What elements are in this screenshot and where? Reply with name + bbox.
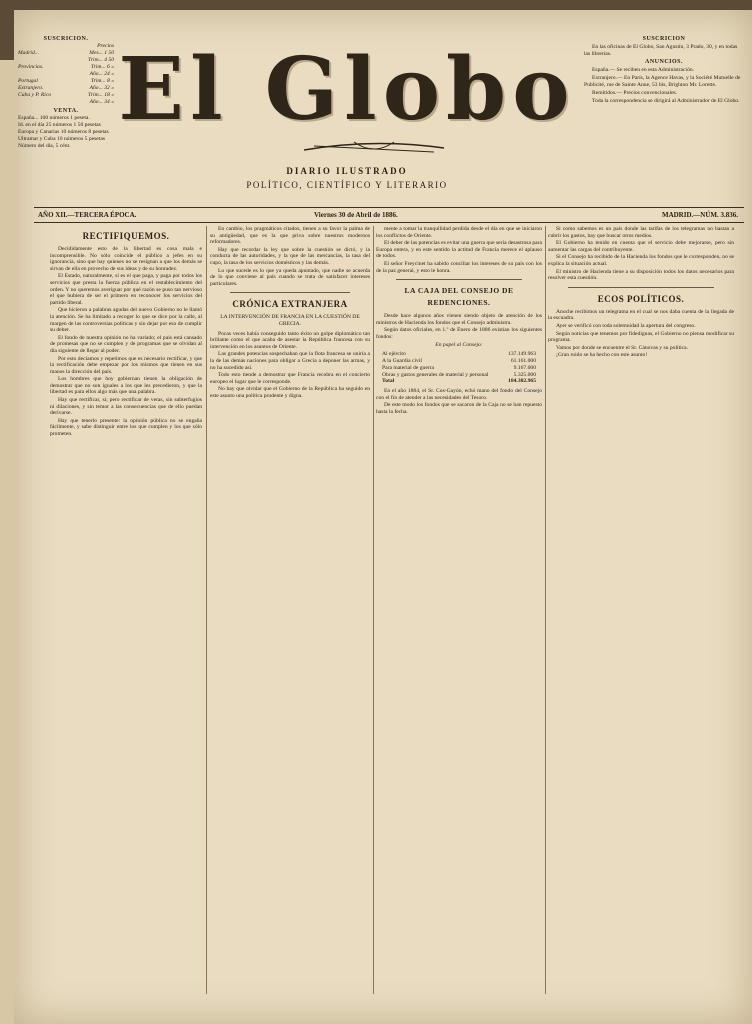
sale-row: Europa y Canarias 10 números 8 pesetas (18, 129, 109, 135)
issue-number: MADRID.—NÚM. 3.836. (661, 211, 738, 219)
article-column-4 (548, 226, 734, 996)
article-paragraph: En el año 1884, el Sr. Cos-Gayón, echó mano del fondo del Consejo con el fin de atender a las necesidades del Tesoro. (376, 388, 542, 401)
issue-date: Viernes 30 de Abril de 1886. (314, 211, 398, 219)
article-paragraph: Desde hace algunos años vienen siendo objeto de atención de los ministros de Hacienda los fondos que el Consejo administra. (376, 313, 542, 326)
article-paragraph: Hay que tenerlo presente: la opinión pública no se engaña fácilmente, y sabe distinguir entre los que cumplen y los que sólo prometen. (50, 417, 202, 438)
masthead-tagline: POLÍTICO, CIENTÍFICO Y LITERARIO (246, 180, 448, 190)
section-divider (230, 292, 350, 293)
article-paragraph: Vamos por donde se encuentre el Sr. Cánovas y su política. (556, 344, 689, 351)
newspaper-page (14, 10, 752, 1024)
article-heading: LA CAJA DEL CONSEJO DE REDENCIONES. (404, 286, 514, 308)
sale-row: Número del día, 5 cént. (18, 143, 71, 149)
adjacent-page-edge (0, 60, 14, 1024)
article-paragraph: Por esto decíamos y repetimos que es necesario rectificar, y que la rectificación debe empezar por los mismos que tienen en sus manos la dirección del país. (50, 355, 202, 375)
info-text: En las oficinas de El Globo, San Agustín, 3 Prado, 30, y en todas las librerías. (584, 44, 738, 57)
info-text: Toda la correspondencia se dirigirá al Administrador de El Globo. (592, 98, 740, 104)
article-heading: RECTIFIQUEMOS. (82, 231, 170, 241)
article-column-3 (376, 226, 542, 996)
info-text: Remitidos.— Precios convencionales. (592, 90, 678, 96)
article-paragraph: No hay que olvidar que el Gobierno de la República ha seguido en este asunto una política prudente y digna. (210, 386, 370, 399)
subscription-row: Trim... 4 50 (88, 57, 114, 63)
masthead-subtitle: DIARIO ILUSTRADO (286, 166, 408, 176)
prices-label: Precios (97, 43, 114, 49)
table-row: Al ejército 137.149.963 (382, 351, 536, 358)
article-paragraph: De este modo los fondos que se sacaron de la Caja no se han repuesto hasta la fecha. (376, 402, 542, 415)
newspaper-title: El Globo (118, 39, 576, 140)
article-paragraph: Decididamente esto de la libertad es cosa mala e incomprensible. No sólo coincide el público a jefes en su ignorancia, sino que hay quienes no se resignan a que los demás se sirvan de ella en provecho de sus ideas y de su honradez. (50, 246, 202, 272)
article-paragraph: Los hombres que hoy gobiernan tienen la obligación de demostrar que no son iguales a los que les precedieron, y que la libertad es para ellos algo más que una palabra. (50, 376, 202, 396)
table-row: Total 184.302.965 (382, 378, 536, 385)
sale-heading: VENTA. (53, 108, 79, 114)
subscription-row: Año... 34 » (89, 99, 114, 105)
subscription-row: Provincias. Trim... 6 » (18, 64, 114, 70)
article-column-2 (210, 226, 370, 996)
article-paragraph: Según datos oficiales, en 1.º de Enero de 1886 existían los siguientes fondos: (376, 327, 542, 340)
article-paragraph: El ministro de Hacienda tiene a su disposición todos los datos necesarios para resolver esta cuestión. (548, 268, 734, 282)
column-divider (545, 226, 546, 994)
article-paragraph: Pocas veces había conseguido tanto éxito un golpe diplomático tan brillante como el que acaba de asestar la República francesa con su intervención en los asuntos de Oriente. (210, 330, 370, 350)
article-paragraph: Hay que rectificar, sí; pero rectificar de veras, sin subterfugios ni dilaciones, y sin temor a las consecuencias que de ello puedan derivarse. (50, 397, 202, 417)
subscription-box (18, 36, 114, 150)
edition-label: AÑO XII.—TERCERA ÉPOCA. (38, 211, 137, 219)
sale-row: Ultramar y Cuba 10 números 5 pesetas (18, 136, 105, 142)
article-paragraph: Ayer se verificó con toda solemnidad la apertura del congreso. (556, 322, 696, 329)
sale-row: Id. en el día 25 números 1 50 pesetas (18, 122, 101, 128)
article-column-1 (50, 226, 202, 996)
article-paragraph: Si como sabemos es un país donde las tarifas de los telegramas no bastan a cubrir los gastos, hay que buscar otros medios. (548, 226, 734, 239)
sale-row: España... 100 números 1 peseta. (18, 115, 90, 121)
info-text: Extranjero.— En París, la Agence Havas, y la Société Mutuelle de Publicité, rue de Sainte Anne, 53 bis, Brighton Mr. Lorette. (584, 75, 741, 88)
article-paragraph: Que hicieron a palabras agudas del nuevo Gobierno no le llamó la atención. Se ha limitado a recoger lo que se dice por la calle, al margen de las controversias políticas y sin dejar por eso de cumplir su deber. (50, 307, 202, 334)
subscription-row: Año... 24 » (89, 71, 114, 77)
article-paragraph: ¡Gran ruido se ha hecho con este asunto! (556, 352, 648, 359)
section-divider (396, 279, 522, 280)
pen-ornament-icon (294, 136, 454, 160)
masthead (114, 40, 580, 200)
funds-table (382, 351, 536, 385)
article-paragraph: Las grandes potencias sospechaban que la flota francesa se uniría a la de las demás naciones para obligar a Grecia a deponer las armas, y no ha sucedido así. (210, 351, 370, 371)
table-row: Obras y gastos generales de material y personal 5.325.000 (382, 371, 536, 378)
article-paragraph: Todo esto tiende a demostrar que Francia recobra en el concierto europeo el lugar que le corresponde. (210, 372, 370, 385)
article-paragraph: mente a tomar la tranquilidad perdida desde el día en que se iniciaron los conflictos de Oriente. (376, 226, 542, 239)
article-paragraph: El deber de las potencias es evitar una guerra que sería desastrosa para Europa entera, y en este sentido la actitud de Francia merece el aplauso de todos. (376, 240, 542, 260)
article-paragraph: El fondo de nuestra opinión no ha variado; el país está cansado de promesas que no se cumplen y de programas que se olvidan al día siguiente de llegar al poder. (50, 334, 202, 354)
section-divider (568, 287, 714, 288)
table-row: A la Guardia civil 61.161.000 (382, 357, 536, 364)
article-heading: ECOS POLÍTICOS. (597, 293, 685, 304)
subscription-row: Extranjero. Año... 32 » (18, 85, 114, 91)
article-paragraph: El Estado, naturalmente, sí es el que paga, y paga por todos los servicios que presta la fuerza pública en el restablecimiento del orden. Y no queremos averiguar por qué razón se puso tan nervioso el que hubiera de ser el primero en reconocer los servicios del partido liberal. (50, 273, 202, 306)
article-paragraph: Según noticias que tenemos por fidedignas, el Gobierno no piensa modificar su programa. (548, 330, 734, 344)
article-paragraph: Anoche recibimos un telegrama en el cual se nos daba cuenta de la llegada de la escuadra. (548, 308, 734, 322)
article-heading: CRÓNICA EXTRANJERA (232, 299, 348, 310)
table-row: Para material de guerra 9.167.000 (382, 364, 536, 371)
article-paragraph: El Gobierno ha tenido en cuenta que el servicio debe mejorarse, pero sin aumentar las cargas del contribuyente. (548, 240, 734, 253)
info-box (584, 36, 744, 106)
article-paragraph: Hay que recordar la ley que sobre la cuestión se dictó, y la conducta de las autoridades, y la que de las mercancías, la tasa del cupo, la tasa de los servicios domésticos y las demás. (210, 246, 370, 266)
subscription-row: Cuba y P. Rico Trim... 18 » (18, 92, 114, 98)
column-divider (373, 226, 374, 994)
article-subheading: LA INTERVENCIÓN DE FRANCIA EN LA CUESTIÓN DE GRECIA. (220, 314, 360, 327)
article-paragraph: En cambio, los pragmáticos citados, tienen a su favor la palma de su antigüedad, que es la que priva sobre nuestros modernos reformadores. (210, 226, 370, 246)
subscription-row: Portugal Trim... 8 » (18, 78, 114, 84)
column-divider (206, 226, 207, 994)
article-paragraph: Lo que sucede es lo que ya queda apuntado, que nadie se acuerda de lo que conviene al país cuando se trata de satisfacer intereses particulares. (210, 267, 370, 287)
ads-heading: ANUNCIOS. (644, 59, 683, 65)
subscription-row: Madrid... Mes... 1 50 (18, 50, 114, 56)
info-heading: SUSCRICION (642, 36, 686, 42)
subscription-rows (18, 50, 114, 106)
table-heading: En papel al Consejo: (435, 341, 483, 348)
dateline (34, 207, 744, 223)
article-paragraph: El señor Freycinet ha sabido conciliar los intereses de su país con los de la paz general, y esto le honra. (376, 260, 542, 274)
info-text: España.— Se reciben en esta Administración. (592, 67, 695, 73)
subscription-heading: SUSCRICION. (43, 36, 89, 42)
article-paragraph: Si el Consejo ha recibido de la Hacienda los fondos que le corresponden, no se explica la situación actual. (548, 254, 734, 267)
